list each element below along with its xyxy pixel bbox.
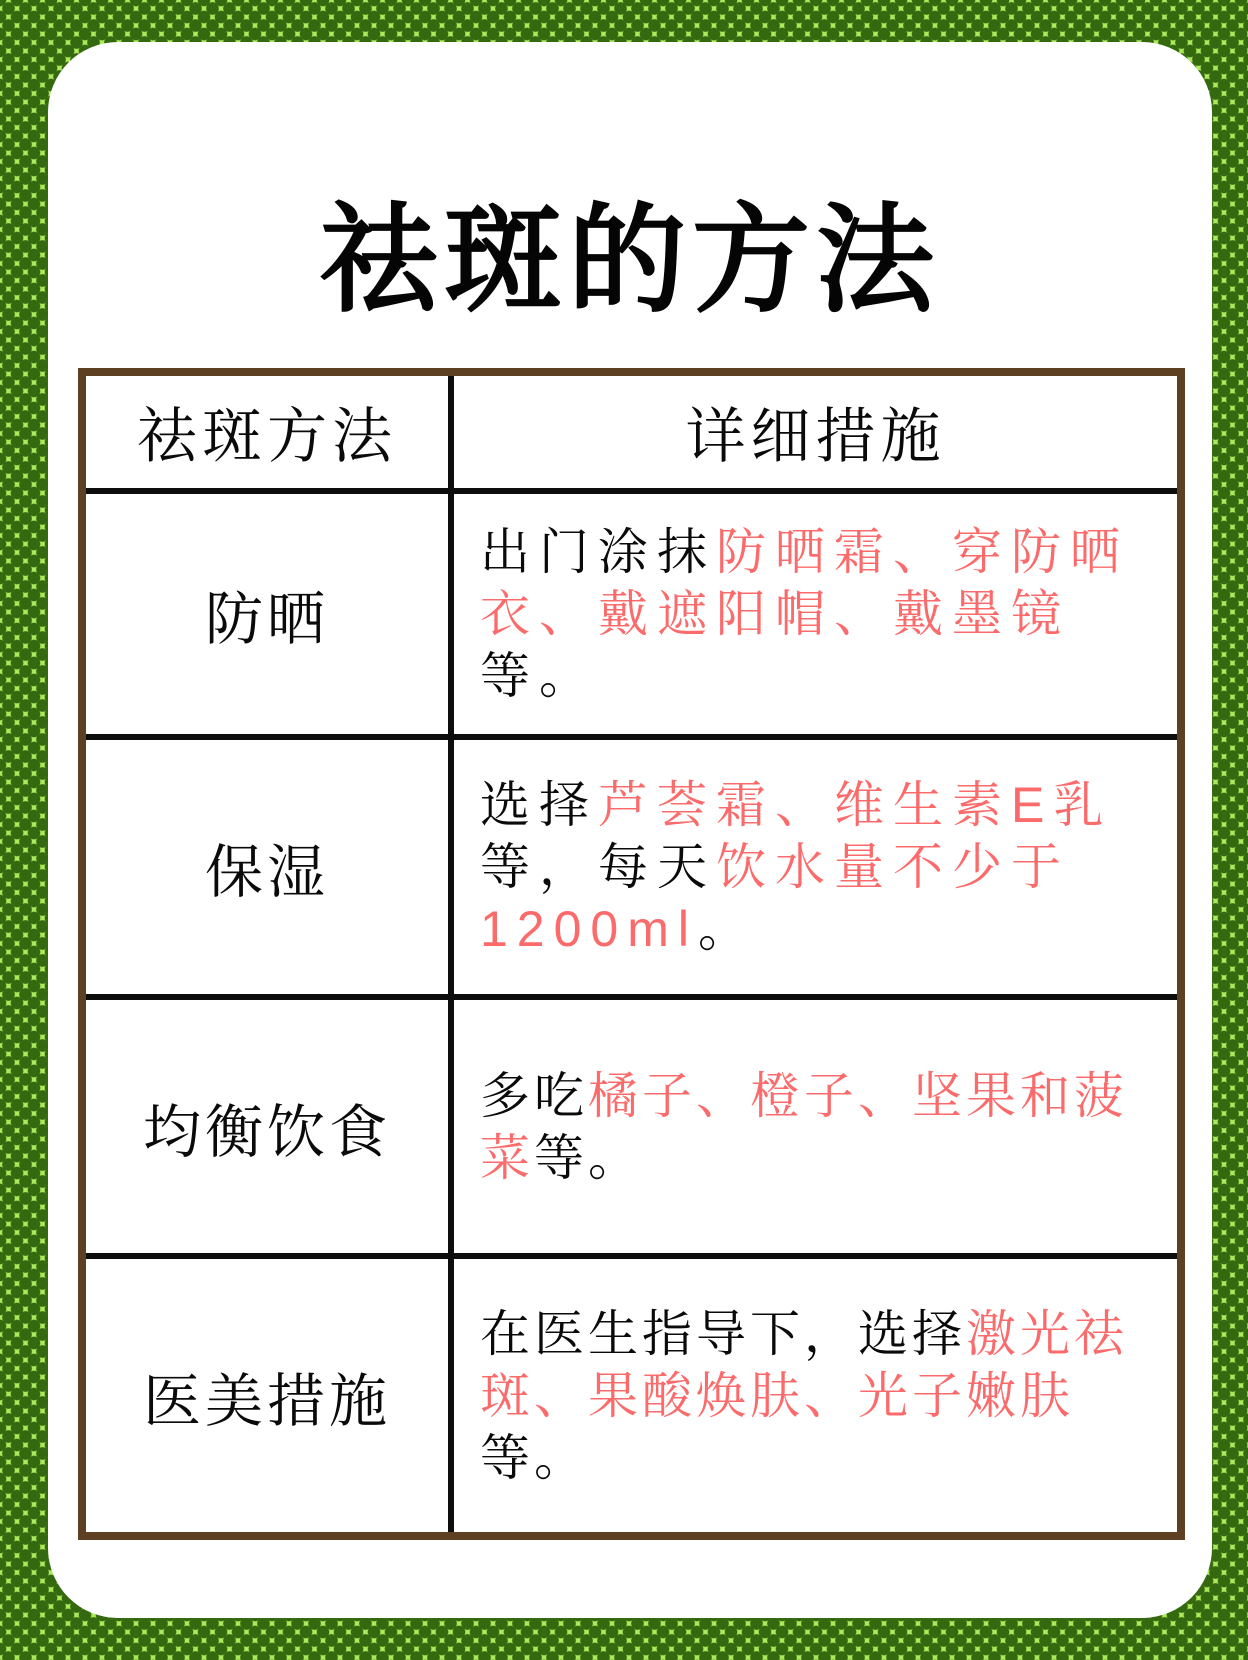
detail-text-segment-highlight: 激光祛斑、果酸焕肤、光子嫩肤 <box>480 1305 1128 1424</box>
detail-text-segment-highlight: 饮水量不少于1200ml <box>480 839 1070 957</box>
method-label-moisturizing: 保湿 <box>82 737 451 997</box>
page-title: 祛斑的方法 <box>319 195 940 328</box>
header-method-column: 祛斑方法 <box>82 372 451 491</box>
method-label-sun-protection: 防晒 <box>82 491 451 737</box>
table-row <box>82 491 1181 737</box>
detail-text-segment: 等，每天 <box>480 839 716 895</box>
table-row <box>82 1256 1181 1536</box>
table-row <box>82 737 1181 997</box>
detail-text-segment-highlight: 芦荟霜、维生素E乳 <box>598 777 1113 833</box>
detail-text-segment: 出门涂抹 <box>480 524 716 580</box>
detail-text-segment: 多吃 <box>480 1067 588 1124</box>
method-label-medical-cosmetic: 医美措施 <box>82 1256 451 1536</box>
detail-text-segment: 在医生指导下，选择 <box>480 1305 966 1362</box>
detail-text-segment-highlight: 橘子、橙子、坚果和菠菜 <box>480 1067 1128 1186</box>
detail-sun-protection <box>451 491 1181 737</box>
table-header-row <box>82 372 1181 491</box>
methods-table <box>78 368 1185 1540</box>
detail-medical-cosmetic <box>451 1256 1181 1536</box>
detail-moisturizing <box>451 737 1181 997</box>
table-row <box>82 997 1181 1256</box>
detail-balanced-diet <box>451 997 1181 1256</box>
detail-text-segment: 。 <box>698 901 757 957</box>
content-card <box>48 42 1212 1618</box>
detail-text-segment: 等。 <box>534 1129 642 1186</box>
detail-text-segment: 等。 <box>480 1429 588 1486</box>
detail-text-segment: 选择 <box>480 777 598 833</box>
detail-text-segment: 等。 <box>480 648 598 704</box>
method-label-balanced-diet: 均衡饮食 <box>82 997 451 1256</box>
detail-text-segment-highlight: 防晒霜、穿防晒衣、戴遮阳帽、戴墨镜 <box>480 524 1129 642</box>
header-detail-column: 详细措施 <box>451 372 1181 491</box>
